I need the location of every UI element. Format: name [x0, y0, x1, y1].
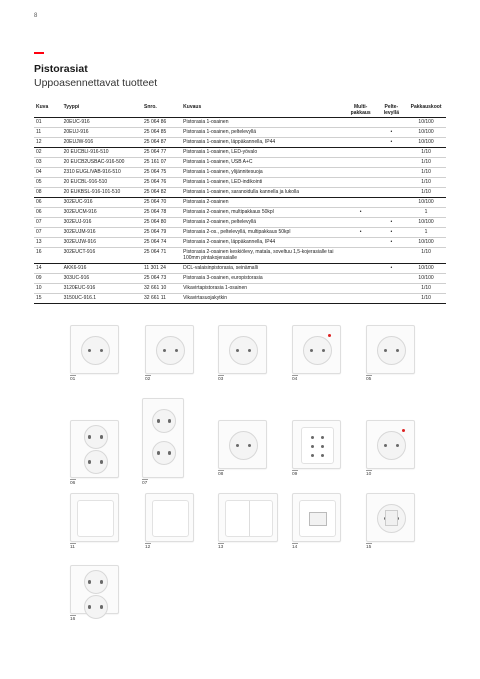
socket-pin: [100, 435, 103, 438]
socket-pin: [100, 349, 103, 352]
cell-tyyppi: AKK6-916: [62, 263, 142, 273]
caption-rule: [218, 543, 224, 544]
caption-label: 16: [70, 616, 76, 622]
dcl-luminaire-socket-icon: [292, 493, 341, 542]
cell-tyyppi: 302EUCT-916: [62, 247, 142, 263]
socket-pin: [88, 580, 91, 583]
socket-pin: [163, 349, 166, 352]
cell-pelte: •: [377, 237, 407, 247]
table-row: [34, 283, 446, 293]
col-multi-line2: pakkaus: [350, 109, 371, 116]
caption-rule: [70, 479, 76, 480]
caption-label: 01: [70, 376, 76, 382]
cell-kuva: 07: [34, 217, 62, 227]
table-row: [34, 197, 446, 207]
cell-kuvaus: Pistorasia 2-osainen: [181, 197, 345, 207]
caption-rule: [292, 375, 298, 376]
socket-pin: [321, 454, 324, 457]
caption-rule: [366, 375, 372, 376]
cell-kuva: 15: [34, 293, 62, 303]
plate: [299, 500, 336, 537]
cell-multi: [345, 263, 377, 273]
cell-snro: 25 064 74: [142, 237, 181, 247]
cell-pk: 1/10: [406, 167, 446, 177]
socket-pin: [384, 444, 387, 447]
cell-kuva: 14: [34, 263, 62, 273]
cell-multi: •: [345, 207, 377, 217]
socket-pin: [88, 435, 91, 438]
divider: [249, 501, 250, 536]
cell-snro: 32 661 10: [142, 283, 181, 293]
socket-face: [152, 441, 176, 465]
cell-kuva: 01: [34, 118, 62, 128]
socket-plate-icon: [70, 493, 119, 542]
cell-multi: [345, 293, 377, 303]
cell-multi: [345, 177, 377, 187]
caption-label: 11: [70, 544, 75, 550]
col-pelte-line2: levyllä: [383, 109, 399, 116]
socket-pin: [321, 436, 324, 439]
europlug-triple-socket-icon: [292, 420, 341, 469]
cell-kuva: 07: [34, 227, 62, 237]
cell-pelte: [377, 177, 407, 187]
socket-flip-lid-icon: [145, 493, 194, 542]
cell-pk: 1: [406, 227, 446, 237]
image-caption: [70, 543, 76, 551]
caption-label: 03: [218, 376, 224, 382]
caption-label: 06: [70, 480, 76, 486]
cell-multi: [345, 247, 377, 263]
cell-tyyppi: 3150UC-916.1: [62, 293, 142, 303]
cell-pelte: [377, 157, 407, 167]
socket-pin: [88, 460, 91, 463]
cell-kuva: 10: [34, 283, 62, 293]
cell-kuvaus: Pistorasia 1-osainen, LED-indikointi: [181, 177, 345, 187]
cell-snro: 25 161 07: [142, 157, 181, 167]
cell-kuvaus: Pistorasia 1-osainen, USB A+C: [181, 157, 345, 167]
cell-kuva: 16: [34, 247, 62, 263]
double-socket-low-plate-icon: [70, 565, 119, 614]
plate: [301, 427, 334, 464]
socket-face: [84, 425, 108, 449]
socket-pin: [175, 349, 178, 352]
caption-label: 09: [292, 471, 298, 477]
caption-rule: [142, 479, 148, 480]
cell-pelte: •: [377, 137, 407, 147]
socket-face: [152, 409, 176, 433]
image-caption: [70, 479, 76, 487]
caption-rule: [292, 543, 298, 544]
indicator-dot: [402, 429, 405, 432]
image-caption: [70, 615, 76, 623]
col-peltelevylla: [377, 102, 407, 118]
cell-pk: 10/100: [406, 127, 446, 137]
cell-multi: [345, 273, 377, 283]
indicator-dot: [328, 334, 331, 337]
caption-label: 15: [366, 544, 372, 550]
cell-pk: 10/100: [406, 118, 446, 128]
cell-kuva: 06: [34, 207, 62, 217]
socket-face: [303, 336, 332, 365]
cell-tyyppi: 303UC-916: [62, 273, 142, 283]
socket-pin: [157, 451, 160, 454]
cell-kuva: 08: [34, 187, 62, 197]
cell-tyyppi: 3120EUC-916: [62, 283, 142, 293]
cell-snro: 32 661 11: [142, 293, 181, 303]
cell-snro: 25 064 78: [142, 207, 181, 217]
cell-pk: 10/100: [406, 263, 446, 273]
caption-rule: [70, 615, 76, 616]
table-row: [34, 127, 446, 137]
cell-snro: 25 064 82: [142, 187, 181, 197]
cell-tyyppi: 302EUJ-916: [62, 217, 142, 227]
cell-multi: [345, 118, 377, 128]
caption-label: 07: [142, 480, 148, 486]
table-row: [34, 263, 446, 273]
caption-label: 13: [218, 544, 224, 550]
cell-snro: 25 064 75: [142, 167, 181, 177]
cell-snro: 25 064 71: [142, 247, 181, 263]
image-caption: [70, 375, 76, 383]
col-multi-line1: Multi-: [354, 103, 368, 110]
cell-snro: 25 064 70: [142, 197, 181, 207]
page-subtitle: Uppoasennettavat tuotteet: [34, 77, 158, 89]
caption-rule: [145, 543, 151, 544]
cell-pelte: [377, 283, 407, 293]
image-caption: [292, 375, 298, 383]
cell-kuva: 03: [34, 157, 62, 167]
caption-rule: [366, 543, 372, 544]
socket-led-indicator-icon: [366, 325, 415, 374]
plate: [152, 500, 189, 537]
socket-pin: [168, 451, 171, 454]
cell-multi: [345, 127, 377, 137]
cell-pk: 10/100: [406, 197, 446, 207]
cell-pk: 1/10: [406, 247, 446, 263]
table-row: [34, 157, 446, 167]
cell-snro: 25 064 79: [142, 227, 181, 237]
caption-label: 10: [366, 471, 372, 477]
cell-kuvaus: DCL-valaisinpistorasia, seinämalli: [181, 263, 345, 273]
caption-rule: [218, 470, 224, 471]
cell-kuvaus: Vikavirtapistorasia 1-osainen: [181, 283, 345, 293]
cell-kuva: 11: [34, 127, 62, 137]
image-caption: [218, 543, 224, 551]
cell-tyyppi: 20 EUCB2USBAC-916-500: [62, 157, 142, 167]
cell-kuva: 02: [34, 147, 62, 157]
socket-pin: [236, 349, 239, 352]
image-caption: [366, 470, 372, 478]
cell-kuvaus: Vikavirtasuojakytkin: [181, 293, 345, 303]
caption-rule: [292, 470, 298, 471]
table-row: [34, 227, 446, 237]
col-snro: Snro.: [142, 102, 181, 118]
cell-tyyppi: 302EUCM-916: [62, 207, 142, 217]
socket-pin: [311, 454, 314, 457]
table-row: [34, 177, 446, 187]
image-caption: [145, 375, 151, 383]
page-number: 8: [34, 13, 38, 19]
rcd-switch-icon: [366, 493, 415, 542]
socket-pin: [248, 444, 251, 447]
socket-face: [84, 450, 108, 474]
cell-kuva: 04: [34, 167, 62, 177]
cell-pelte: [377, 197, 407, 207]
cell-pelte: •: [377, 227, 407, 237]
cell-tyyppi: 20EUC-916: [62, 118, 142, 128]
table-row: [34, 217, 446, 227]
socket-pin: [88, 349, 91, 352]
socket-pin: [396, 444, 399, 447]
socket-night-light-icon: [145, 325, 194, 374]
caption-rule: [145, 375, 151, 376]
image-caption: [142, 479, 148, 487]
col-multipakkaus: [345, 102, 377, 118]
table-row: [34, 293, 446, 303]
cell-multi: [345, 157, 377, 167]
socket-face: [229, 336, 258, 365]
cell-kuva: 12: [34, 137, 62, 147]
caption-rule: [70, 375, 76, 376]
cell-kuvaus: Pistorasia 2-osainen, multipakkaus 50kpl: [181, 207, 345, 217]
cell-pk: 10/100: [406, 273, 446, 283]
cell-kuva: 09: [34, 273, 62, 283]
cell-pelte: [377, 273, 407, 283]
socket-pin: [157, 419, 160, 422]
table-row: [34, 273, 446, 283]
cell-kuvaus: Pistorasia 1-osainen: [181, 118, 345, 128]
image-caption: [218, 375, 224, 383]
cell-pk: 1/10: [406, 157, 446, 167]
col-tyyppi: Tyyppi: [62, 102, 142, 118]
socket-pin: [311, 445, 314, 448]
cell-snro: 25 064 87: [142, 137, 181, 147]
socket-pin: [236, 444, 239, 447]
cell-pelte: [377, 187, 407, 197]
table-header-row: [34, 102, 446, 118]
socket-face: [229, 431, 258, 460]
cell-tyyppi: 20EUJ-916: [62, 127, 142, 137]
cell-pk: 1/10: [406, 293, 446, 303]
image-caption: [292, 543, 298, 551]
cell-snro: 25 064 85: [142, 127, 181, 137]
cell-pelte: [377, 147, 407, 157]
cell-tyyppi: 302EUJM-916: [62, 227, 142, 237]
cell-pk: 1/10: [406, 187, 446, 197]
socket-pin: [168, 419, 171, 422]
dcl-connector: [309, 512, 327, 526]
product-table: [34, 102, 446, 304]
caption-label: 04: [292, 376, 298, 382]
socket-face: [81, 336, 110, 365]
single-socket-icon: [70, 325, 119, 374]
table-row: [34, 207, 446, 217]
plate: [77, 500, 114, 537]
page-title: Pistorasiat: [34, 63, 88, 75]
switch-key: [385, 510, 398, 526]
col-pakkauskoot: Pakkauskoot: [406, 102, 446, 118]
cell-kuvaus: Pistorasia 1-osainen, läppäkannella, IP44: [181, 137, 345, 147]
image-caption: [292, 470, 298, 478]
caption-label: 05: [366, 376, 372, 382]
cell-pelte: [377, 167, 407, 177]
cell-kuvaus: Pistorasia 1-osainen, saranoidulla kannella ja lukolla: [181, 187, 345, 197]
cell-kuvaus: Pistorasia 3-osainen, europistorasia: [181, 273, 345, 283]
cell-snro: 25 064 80: [142, 217, 181, 227]
socket-pin: [396, 349, 399, 352]
image-caption: [218, 470, 224, 478]
cell-tyyppi: 302EUC-916: [62, 197, 142, 207]
cell-pelte: •: [377, 127, 407, 137]
cell-snro: 11 301 24: [142, 263, 181, 273]
socket-pin: [310, 349, 313, 352]
table-row: [34, 247, 446, 263]
table-row: [34, 118, 446, 128]
caption-label: 14: [292, 544, 298, 550]
table-row: [34, 237, 446, 247]
socket-pin: [321, 445, 324, 448]
cell-multi: [345, 197, 377, 207]
cell-snro: 25 064 77: [142, 147, 181, 157]
cell-kuvaus: Pistorasia 1-osainen, LED-yövalo: [181, 147, 345, 157]
cell-multi: [345, 137, 377, 147]
cell-snro: 25 064 73: [142, 273, 181, 283]
caption-rule: [70, 543, 76, 544]
cell-tyyppi: 20EUJW-916: [62, 137, 142, 147]
cell-snro: 25 064 86: [142, 118, 181, 128]
cell-pelte: •: [377, 263, 407, 273]
socket-face: [84, 570, 108, 594]
cell-pk: 1/10: [406, 147, 446, 157]
image-caption: [366, 375, 372, 383]
socket-pin: [88, 605, 91, 608]
socket-face: [156, 336, 185, 365]
table-row: [34, 137, 446, 147]
cell-multi: [345, 237, 377, 247]
caption-label: 08: [218, 471, 224, 477]
cell-multi: [345, 187, 377, 197]
double-socket-plate-icon: [142, 398, 184, 478]
cell-kuvaus: Pistorasia 1-osainen, peltelevyllä: [181, 127, 345, 137]
socket-hinged-lid-lock-icon: [218, 420, 267, 469]
double-socket-flip-lid-icon: [218, 493, 278, 542]
cell-kuva: 13: [34, 237, 62, 247]
socket-usb-icon: [218, 325, 267, 374]
cell-multi: •: [345, 227, 377, 237]
accent-bar: [34, 52, 44, 54]
table-row: [34, 167, 446, 177]
cell-multi: [345, 167, 377, 177]
socket-pin: [100, 460, 103, 463]
cell-pelte: [377, 247, 407, 263]
table-row: [34, 147, 446, 157]
socket-pin: [322, 349, 325, 352]
cell-tyyppi: 20 EUKBSL-916-101-510: [62, 187, 142, 197]
cell-multi: [345, 283, 377, 293]
socket-pin: [100, 580, 103, 583]
col-pelte-line1: Pelte-: [384, 103, 399, 110]
socket-face: [84, 595, 108, 619]
cell-pelte: [377, 118, 407, 128]
cell-kuvaus: Pistorasia 2-osainen, peltelevyllä: [181, 217, 345, 227]
cell-kuvaus: Pistorasia 2-osainen, läppäkannella, IP44: [181, 237, 345, 247]
cell-pelte: [377, 293, 407, 303]
image-caption: [145, 543, 151, 551]
col-kuvaus: Kuvaus: [181, 102, 345, 118]
double-socket-icon: [70, 420, 119, 478]
cell-pk: 10/100: [406, 137, 446, 147]
cell-pelte: •: [377, 217, 407, 227]
cell-kuvaus: Pistorasia 2-os., peltelevyllä, multipakkaus 50kpl: [181, 227, 345, 237]
socket-face: [377, 336, 406, 365]
caption-label: 02: [145, 376, 151, 382]
cell-kuvaus: Pistorasia 1-osainen, ylijännitesuoja: [181, 167, 345, 177]
socket-pin: [311, 436, 314, 439]
cell-kuva: 06: [34, 197, 62, 207]
cell-multi: [345, 147, 377, 157]
socket-pin: [384, 349, 387, 352]
cell-snro: 25 064 76: [142, 177, 181, 187]
plate: [225, 500, 273, 537]
table-row: [34, 187, 446, 197]
cell-tyyppi: 20 EUCBLI-916-510: [62, 147, 142, 157]
cell-pk: 1/10: [406, 177, 446, 187]
cell-pk: 1: [406, 207, 446, 217]
socket-surge-protection-icon: [292, 325, 341, 374]
cell-pk: 10/100: [406, 217, 446, 227]
cell-kuva: 05: [34, 177, 62, 187]
socket-pin: [248, 349, 251, 352]
cell-tyyppi: 20 EUCBL-916-510: [62, 177, 142, 187]
image-caption: [366, 543, 372, 551]
caption-rule: [366, 470, 372, 471]
col-kuva: Kuva: [34, 102, 62, 118]
caption-rule: [218, 375, 224, 376]
cell-kuvaus: Pistorasia 2-osainen keskiölevy, matala, soveltuu 1,5-kojerasialle tai 100mm pintakojerasialle: [181, 247, 345, 263]
cell-pk: 10/100: [406, 237, 446, 247]
rcd-socket-icon: [366, 420, 415, 469]
socket-face: [377, 431, 406, 460]
caption-label: 12: [145, 544, 151, 550]
cell-tyyppi: 302EUJW-916: [62, 237, 142, 247]
cell-tyyppi: 2310 EUGL/VAB-916-510: [62, 167, 142, 177]
cell-multi: [345, 217, 377, 227]
cell-pk: 1/10: [406, 283, 446, 293]
socket-pin: [100, 605, 103, 608]
cell-pelte: [377, 207, 407, 217]
